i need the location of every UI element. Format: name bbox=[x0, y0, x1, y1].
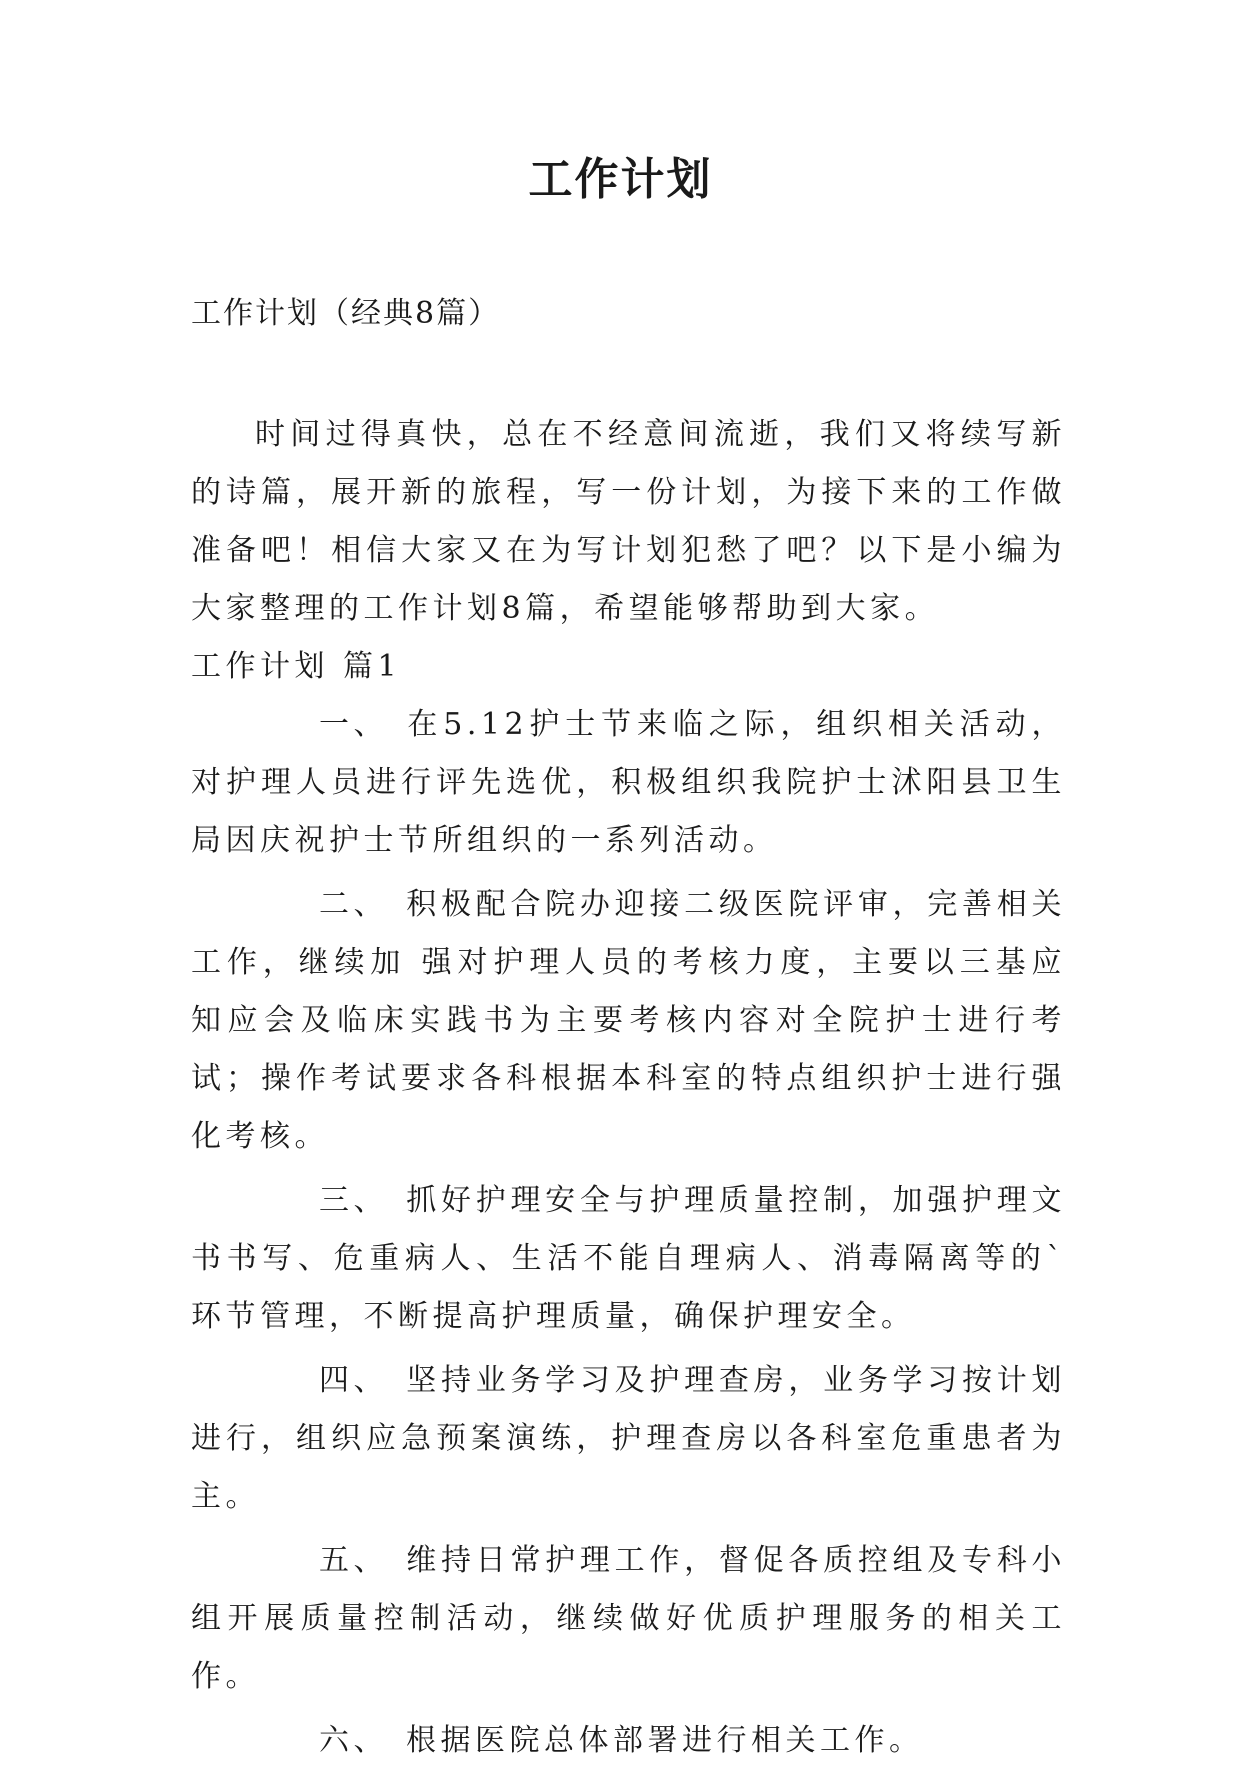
list-item bbox=[191, 1712, 1066, 1770]
item-number: 二、 bbox=[319, 887, 388, 922]
document-body bbox=[191, 406, 1066, 1770]
item-number: 六、 bbox=[319, 1723, 388, 1758]
list-item bbox=[191, 1352, 1066, 1526]
item-text: 坚持业务学习及护理查房，业务学习按计划进行，组织应急预案演练，护理查房以各科室危重患者为主。 bbox=[191, 1363, 1066, 1514]
item-text: 在5.12护士节来临之际，组织相关活动，对护理人员进行评先选优，积极组织我院护士沭阳县卫生局因庆祝护士节所组织的一系列活动。 bbox=[191, 707, 1066, 858]
item-number: 四、 bbox=[319, 1363, 388, 1398]
item-text: 维持日常护理工作，督促各质控组及专科小组开展质量控制活动，继续做好优质护理服务的相关工作。 bbox=[191, 1543, 1066, 1694]
item-text: 积极配合院办迎接二级医院评审，完善相关工作，继续加 强对护理人员的考核力度，主要以三基应知应会及临床实践书为主要考核内容对全院护士进行考试；操作考试要求各科根据本科室的特点组织护士进行强化考核。 bbox=[191, 887, 1066, 1154]
item-number: 一、 bbox=[319, 707, 388, 742]
item-text: 抓好护理安全与护理质量控制，加强护理文书书写、危重病人、生活不能自理病人、消毒隔离等的`环节管理，不断提高护理质量，确保护理安全。 bbox=[191, 1183, 1066, 1334]
document-title: 工作计划 bbox=[528, 154, 713, 205]
list-item bbox=[191, 876, 1066, 1166]
list-item bbox=[191, 1172, 1066, 1346]
list-item bbox=[191, 696, 1066, 870]
item-number: 五、 bbox=[319, 1543, 388, 1578]
list-item bbox=[191, 1532, 1066, 1706]
item-text: 根据医院总体部署进行相关工作。 bbox=[406, 1723, 924, 1758]
section-heading: 工作计划 篇1 bbox=[191, 649, 402, 684]
intro-paragraph: 时间过得真快，总在不经意间流逝，我们又将续写新的诗篇，展开新的旅程，写一份计划，为接下来的工作做准备吧！相信大家又在为写计划犯愁了吧？以下是小编为大家整理的工作计划8篇，希望能够帮助到大家。 bbox=[191, 417, 1066, 626]
item-number: 三、 bbox=[319, 1183, 388, 1218]
document-subtitle: 工作计划（经典8篇） bbox=[191, 296, 501, 331]
